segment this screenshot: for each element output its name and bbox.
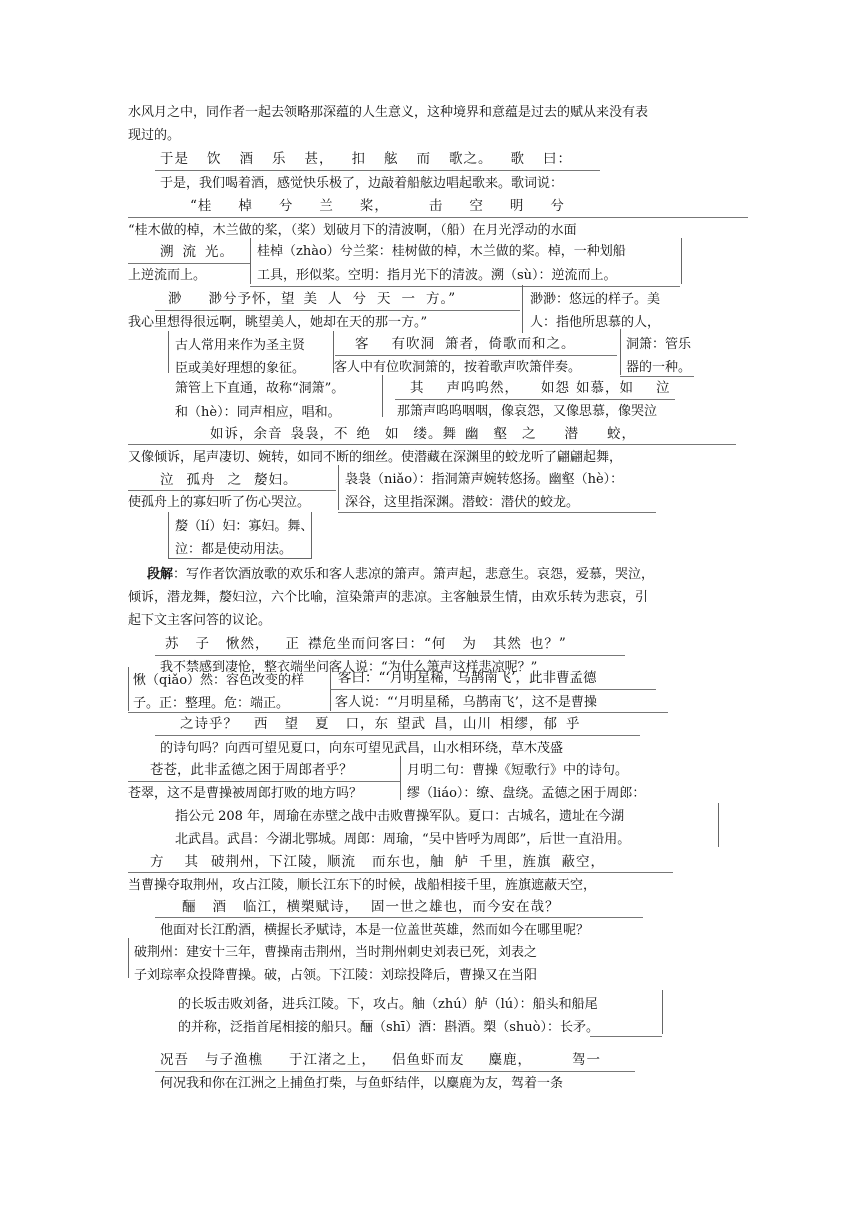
underline — [155, 1071, 635, 1072]
original-text-line: 苏 子 愀然， 正 襟危坐而问客曰：“何 为 其然 也？” — [165, 636, 567, 652]
paragraph-explanation-line: 起下文主客问答的议论。 — [128, 613, 272, 628]
annotation-text: 袅袅（niǎo）：指洞箫声婉转悠扬。幽壑（hè）： — [345, 472, 624, 487]
underline — [128, 217, 748, 218]
annotation-text: 北武昌。武昌：今湖北鄂城。周郎：周瑜，“吴中皆呼为周郎”，后世一直沿用。 — [175, 832, 631, 847]
annotation-box — [382, 375, 383, 417]
paragraph-explanation-line: 倾诉，潜龙舞，嫠妇泣，六个比喻，渲染箫声的悲凉。主客触景生情，由欢乐转为悲哀，引 — [128, 590, 649, 605]
annotation-text: 和（hè）：同声相应，唱和。 — [175, 405, 341, 420]
annotation-text: 洞箫：管乐 — [626, 337, 692, 352]
annotation-text: 泣：都是使动用法。 — [175, 542, 293, 557]
underline — [338, 512, 656, 513]
annotation-text: 工具，形似桨。空明：指月光下的清波。溯（sù）：逆流而上。 — [257, 268, 617, 283]
original-text-line: 如诉，余音 袅袅，不 绝 如 缕。舞 幽 壑 之 潜 蛟， — [210, 426, 636, 442]
underline — [155, 735, 640, 736]
original-text-line: 方 其 破荆州，下江陵，顺流 而东也，舳 舻 千里，旌旗 蔽空， — [150, 854, 605, 870]
annotation-text: 子。正：整理。危：端正。 — [133, 696, 290, 711]
annotation-text: 的并称，泛指首尾相接的船只。酾（shī）酒：斟酒。槊（shuò）：长矛。 — [178, 1020, 599, 1035]
annotation-text: 古人常用来作为圣主贤 — [175, 338, 306, 353]
translation-line: 那箫声呜呜咽咽，像哀怨，又像思慕，像哭泣 — [397, 404, 658, 419]
original-text-line: 况吾 与子渔樵 于江渚之上， 侣鱼虾而友 麋鹿， 驾一 — [160, 1052, 601, 1068]
annotation-box — [168, 331, 334, 373]
underline — [128, 781, 400, 782]
underline — [128, 872, 673, 873]
underline — [250, 286, 680, 287]
translation-line: 上逆流而上。 — [128, 268, 207, 283]
annotation-box — [620, 329, 621, 375]
underline — [128, 263, 250, 264]
original-text-line: 其 声呜呜然， 如怨 如慕，如 泣 — [410, 380, 671, 396]
intro-line-2: 现过的。 — [128, 128, 181, 143]
original-text-line: 泣 孤舟 之 嫠妇。 — [160, 472, 298, 488]
translation-line: 客人说：“‘月明星稀，乌鹊南飞’，这不是曹操 — [335, 695, 597, 710]
translation-line: 又像倾诉，尾声凄切、婉转，如同不断的细丝。使潜藏在深渊里的蛟龙听了翩翩起舞， — [128, 450, 623, 465]
annotation-text: 器的一种。 — [626, 360, 692, 375]
annotation-text: 的长坂击败刘备，进兵江陵。下，攻占。舳（zhú）舻（lú）：船头和船尾 — [178, 997, 598, 1012]
translation-line: 我心里想得很远啊，眺望美人，她却在天的那一方。” — [128, 315, 428, 330]
annotation-text: 箫管上下直通，故称“洞箫”。 — [175, 381, 345, 396]
translation-line: 何况我和你在江洲之上捕鱼打柴，与鱼虾结伴，以麋鹿为友，驾着一条 — [160, 1076, 564, 1091]
translation-line: 客人中有位吹洞箫的，按着歌声吹箫伴奏。 — [334, 360, 582, 375]
annotation-text: 缪（liáo）：缭、盘绕。孟德之困于周郎： — [407, 786, 646, 801]
original-text-line: 客 有吹洞 箫者，倚歌而和之。 — [355, 336, 576, 352]
underline — [620, 376, 694, 377]
annotation-box — [522, 285, 523, 333]
annotation-text: 深谷，这里指深渊。潜蛟：潜伏的蛟龙。 — [345, 495, 580, 510]
underline — [155, 655, 625, 656]
underline — [128, 490, 336, 491]
original-text-line: 苍苍，此非孟德之困于周郎者乎？ — [150, 762, 353, 778]
translation-line: “桂木做的棹，木兰做的桨，（桨）划破月下的清波啊，（船）在月光浮动的水面 — [128, 223, 577, 238]
annotation-text: 指公元 208 年，周瑜在赤壁之战中击败曹操军队。夏口：古城名，遗址在今湖 — [175, 809, 625, 824]
original-text-line: 之诗乎？ 西 望 夏 口，东 望武 昌，山川 相缪，郁 乎 — [180, 716, 581, 732]
intro-line-1: 水风月之中，同作者一起去领略那深蕴的人生意义，这种境界和意蕴是过去的赋从来没有表 — [128, 105, 649, 120]
underline — [155, 170, 600, 171]
annotation-text: 臣或美好理想的象征。 — [175, 361, 306, 376]
annotation-text: 嫠（lí）妇：寡妇。舞、 — [175, 519, 314, 534]
paragraph-explanation: 段解：写作者饮酒放歌的欢乐和客人悲凉的箫声。箫声起，悲意生。哀怨，爱慕，哭泣， — [147, 567, 655, 582]
annotation-text: 愀（qiǎo）然：容色改变的样 — [133, 673, 305, 688]
underline — [128, 712, 668, 713]
annotation-box — [128, 667, 129, 711]
translation-line: 我不禁感到凄怆，整衣端坐问客人说：“为什么箫声这样悲凉呢？” — [160, 660, 538, 675]
underline — [155, 917, 643, 918]
annotation-box — [718, 803, 719, 847]
annotation-box — [168, 512, 312, 559]
annotation-text: 月明二句：曹操《短歌行》中的诗句。 — [407, 763, 629, 778]
translation-line: 他面对长江酌酒，横握长矛赋诗，本是一位盖世英雄，然而如今在哪里呢？ — [160, 923, 590, 938]
translation-line: 苍翠，这不是曹操被周郎打败的地方吗？ — [128, 786, 363, 801]
translation-line: 当曹操夺取荆州，攻占江陵，顺长江东下的时候，战船相接千里，旌旗遮蔽天空， — [128, 878, 597, 893]
original-text-line: 客曰：“‘月明星稀，乌鹊南飞’，此非曹孟德 — [338, 670, 597, 686]
annotation-text: 桂棹（zhào）兮兰桨：桂树做的棹，木兰做的桨。棹，一种划船 — [257, 244, 626, 259]
translation-line: 使孤舟上的寡妇听了伤心哭泣。 — [128, 495, 311, 510]
underline — [335, 355, 617, 356]
underline — [330, 689, 656, 690]
original-text-line: 渺 渺兮予怀，望 美 人 兮 天 一 方。” — [168, 291, 457, 307]
underline — [395, 399, 675, 400]
annotation-box — [338, 465, 339, 510]
annotation-text: 破荆州：建安十三年，曹操南击荆州，当时荆州刺史刘表已死，刘表之 — [134, 945, 538, 960]
annotation-box — [662, 990, 663, 1034]
original-text-line: 酾 酒 临江，横槊赋诗， 固一世之雄也，而今安在哉？ — [182, 899, 560, 915]
underline — [590, 1036, 662, 1037]
original-text-line: “桂 棹 兮 兰 桨， 击 空 明 兮 — [190, 198, 565, 214]
translation-line: 的诗句吗？向西可望见夏口，向东可望见武昌，山水相环绕，草木茂盛 — [160, 741, 564, 756]
original-text-line: 溯 流 光。 — [160, 244, 234, 260]
annotation-box — [400, 756, 401, 800]
underline — [155, 310, 520, 311]
annotation-box — [128, 938, 129, 978]
annotation-text: 渺渺：悠远的样子。美 — [530, 292, 661, 307]
annotation-text: 人：指他所思慕的人， — [530, 315, 661, 330]
annotation-box — [330, 665, 331, 711]
original-text-line: 于是 饮 酒 乐 甚， 扣 舷 而 歌之。 歌 曰： — [160, 151, 572, 167]
translation-line: 于是，我们喝着酒，感觉快乐极了，边敲着船舷边唱起歌来。歌词说： — [160, 176, 564, 191]
annotation-text: 子刘琮率众投降曹操。破，占领。下江陵：刘琮投降后，曹操又在当阳 — [134, 968, 538, 983]
paragraph-label: 段解 — [147, 567, 174, 582]
underline — [128, 444, 736, 445]
